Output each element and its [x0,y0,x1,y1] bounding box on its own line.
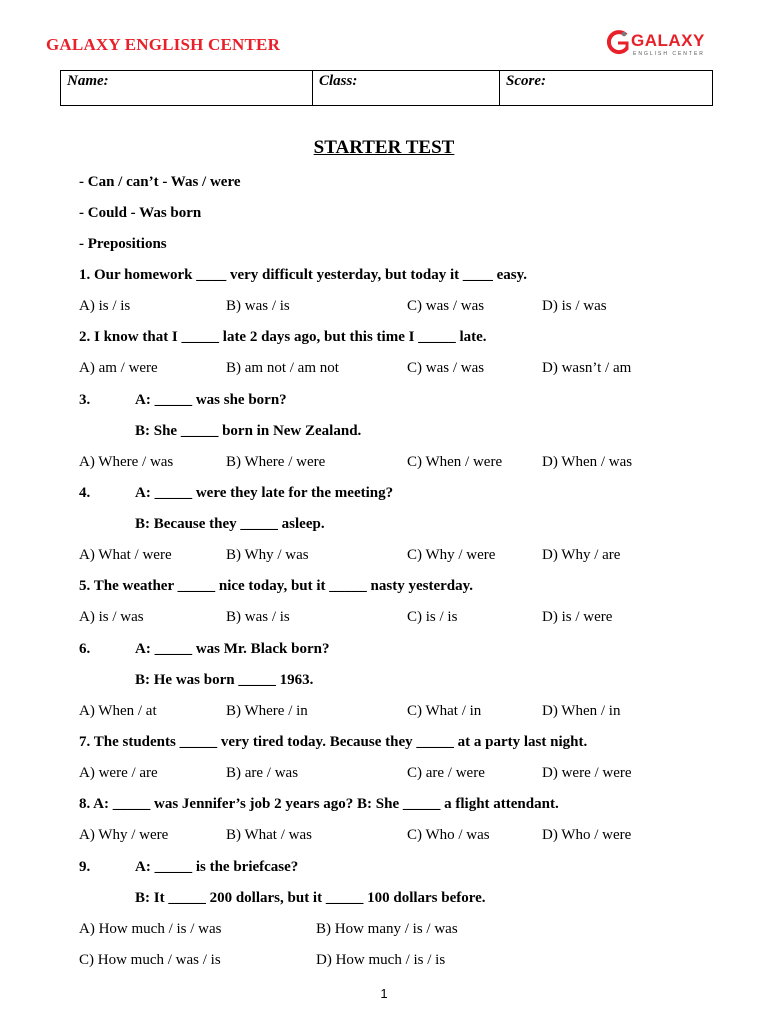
q3-option-c[interactable]: C) When / were [407,454,503,470]
q4-option-b[interactable]: B) Why / was [226,547,309,563]
q7-option-c[interactable]: C) are / were [407,765,485,781]
question-4-line-a: A: _____ were they late for the meeting? [135,485,394,501]
q5-option-b[interactable]: B) was / is [226,609,290,625]
class-field[interactable]: Class: [313,71,500,106]
q2-option-b[interactable]: B) am not / am not [226,360,339,376]
question-6-line-b: B: He was born _____ 1963. [135,672,314,688]
q9-option-c[interactable]: C) How much / was / is [79,952,221,968]
galaxy-swirl-icon [607,30,631,56]
question-9-number: 9. [79,859,91,875]
q6-option-d[interactable]: D) When / in [542,703,621,719]
q1-option-d[interactable]: D) is / was [542,298,607,314]
student-info-table [60,70,713,106]
galaxy-logo [607,30,717,60]
q6-option-a[interactable]: A) When / at [79,703,157,719]
question-4-number: 4. [79,485,91,501]
q2-option-c[interactable]: C) was / was [407,360,485,376]
q5-option-a[interactable]: A) is / was [79,609,144,625]
q1-option-c[interactable]: C) was / was [407,298,485,314]
question-7: 7. The students _____ very tired today. Because they _____ at a party last night. [79,734,588,750]
question-1: 1. Our homework ____ very difficult yesterday, but today it ____ easy. [79,267,528,283]
q3-option-a[interactable]: A) Where / was [79,454,174,470]
question-6-number: 6. [79,641,91,657]
q7-option-d[interactable]: D) were / were [542,765,632,781]
question-9-line-a: A: _____ is the briefcase? [135,859,299,875]
question-6-line-a: A: _____ was Mr. Black born? [135,641,330,657]
question-9-line-b: B: It _____ 200 dollars, but it _____ 100 dollars before. [135,890,486,906]
question-5: 5. The weather _____ nice today, but it _____ nasty yesterday. [79,578,474,594]
q2-option-d[interactable]: D) wasn’t / am [542,360,632,376]
logo-text: GALAXY [631,31,705,50]
question-4-line-b: B: Because they _____ asleep. [135,516,325,532]
name-field[interactable]: Name: [61,71,313,106]
q8-option-c[interactable]: C) Who / was [407,827,490,843]
q1-option-b[interactable]: B) was / is [226,298,290,314]
question-8: 8. A: _____ was Jennifer’s job 2 years ago? B: She _____ a flight attendant. [79,796,559,812]
page-number: 1 [380,986,388,1001]
q8-option-a[interactable]: A) Why / were [79,827,169,843]
test-title: STARTER TEST [313,137,455,158]
topic-item: - Can / can’t - Was / were [79,174,241,190]
topic-item: - Prepositions [79,236,167,252]
q9-option-b[interactable]: B) How many / is / was [316,921,458,937]
q5-option-c[interactable]: C) is / is [407,609,458,625]
topic-item: - Could - Was born [79,205,202,221]
question-3-number: 3. [79,392,91,408]
q5-option-d[interactable]: D) is / were [542,609,613,625]
q6-option-b[interactable]: B) Where / in [226,703,308,719]
q6-option-c[interactable]: C) What / in [407,703,482,719]
q1-option-a[interactable]: A) is / is [79,298,131,314]
question-3-line-b: B: She _____ born in New Zealand. [135,423,362,439]
q4-option-a[interactable]: A) What / were [79,547,172,563]
logo-subtext: ENGLISH CENTER [633,51,705,57]
q9-option-d[interactable]: D) How much / is / is [316,952,446,968]
center-name: GALAXY ENGLISH CENTER [46,35,281,54]
q2-option-a[interactable]: A) am / were [79,360,158,376]
q7-option-b[interactable]: B) are / was [226,765,299,781]
q8-option-b[interactable]: B) What / was [226,827,312,843]
q3-option-b[interactable]: B) Where / were [226,454,326,470]
question-2: 2. I know that I _____ late 2 days ago, but this time I _____ late. [79,329,487,345]
question-3-line-a: A: _____ was she born? [135,392,287,408]
q9-option-a[interactable]: A) How much / is / was [79,921,222,937]
score-field[interactable]: Score: [500,71,713,106]
q4-option-c[interactable]: C) Why / were [407,547,496,563]
q4-option-d[interactable]: D) Why / are [542,547,621,563]
q3-option-d[interactable]: D) When / was [542,454,633,470]
q8-option-d[interactable]: D) Who / were [542,827,632,843]
q7-option-a[interactable]: A) were / are [79,765,158,781]
